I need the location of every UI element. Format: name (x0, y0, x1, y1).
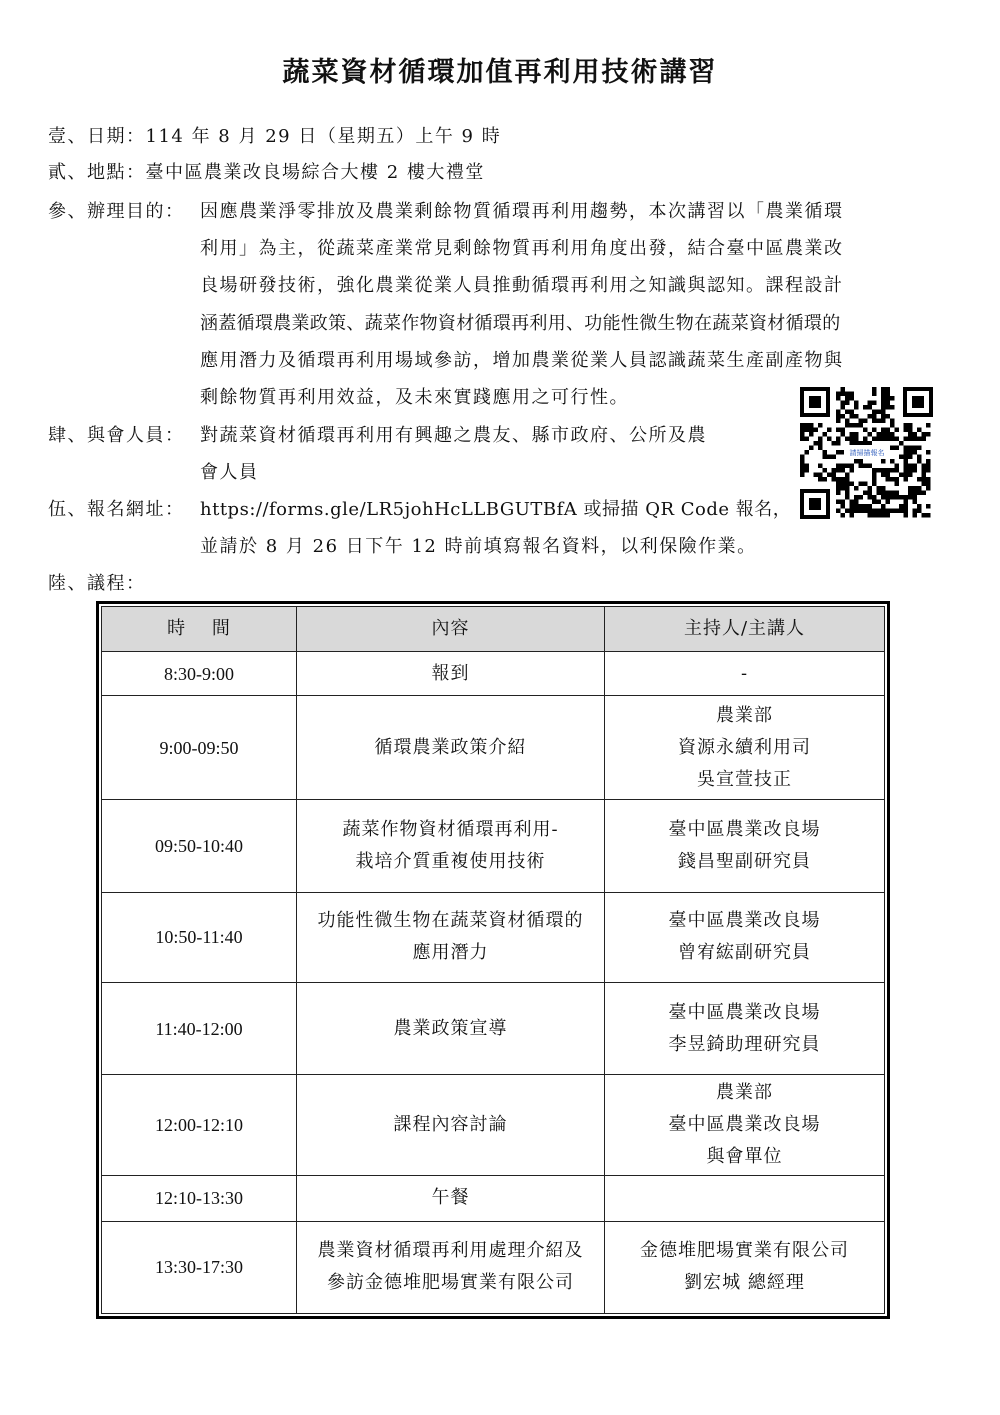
agenda-label: 陸、議程： (48, 573, 146, 594)
attendees-label: 肆、與會人員： (48, 425, 185, 446)
purpose-line-4: 涵蓋循環農業政策、蔬菜作物資材循環再利用、功能性微生物在蔬菜資材循環的 (200, 313, 841, 334)
qr-code-image[interactable] (798, 385, 935, 521)
agenda-content-line: 農業政策宣導 (393, 1017, 508, 1039)
agenda-speaker-line: 李昱錡助理研究員 (668, 1033, 821, 1055)
agenda-content (297, 696, 605, 800)
agenda-speaker (605, 982, 885, 1074)
agenda-speaker-line: 錢昌聖副研究員 (678, 851, 811, 873)
agenda-content (297, 982, 605, 1074)
place-label: 貳、地點： (48, 162, 146, 183)
date-line (48, 125, 501, 149)
agenda-content-line: 午餐 (431, 1187, 470, 1209)
agenda-row (102, 892, 885, 982)
date-text: 114 年 8 月 29 日（星期五）上午 9 時 (145, 126, 502, 147)
agenda-content-line: 報到 (431, 662, 470, 684)
agenda-content-line: 栽培介質重複使用技術 (355, 851, 546, 873)
agenda-content (297, 1221, 605, 1313)
purpose-line-1: 因應農業淨零排放及農業剩餘物質循環再利用趨勢，本次講習以「農業循環 (200, 201, 844, 222)
agenda-content (297, 800, 605, 892)
agenda-time: 9:00-09:50 (102, 696, 297, 800)
date-label: 壹、日期： (48, 126, 146, 147)
agenda-speaker (605, 1175, 885, 1221)
attendees-line-1: 對蔬菜資材循環再利用有興趣之農友、縣市政府、公所及農 (200, 425, 707, 446)
agenda-speaker-line: 劉宏城 總經理 (684, 1272, 805, 1294)
agenda-row (102, 1175, 885, 1221)
agenda-time: 12:00-12:10 (102, 1075, 297, 1175)
agenda-speaker-line: 吳宣萱技正 (697, 768, 792, 790)
agenda-time: 13:30-17:30 (102, 1221, 297, 1313)
agenda-time: 09:50-10:40 (102, 800, 297, 892)
signup-label: 伍、報名網址： (48, 499, 185, 520)
agenda-table (96, 601, 890, 1319)
agenda-speaker (605, 800, 885, 892)
agenda-speaker-line: 農業部 (716, 704, 773, 726)
agenda-speaker (605, 1221, 885, 1313)
agenda-speaker (605, 652, 885, 696)
agenda-speaker (605, 696, 885, 800)
agenda-speaker-line: 臺中區農業改良場 (668, 1001, 821, 1023)
signup-link[interactable]: https://forms.gle/LR5johHcLLBGUTBfA 或掃描 QR Code 報名， (200, 499, 792, 520)
agenda-content-line: 農業資材循環再利用處理介紹及 (317, 1240, 584, 1262)
agenda-row (102, 1075, 885, 1175)
page-title: 蔬菜資材循環加值再利用技術講習 (282, 57, 718, 88)
purpose-line-3: 良場研發技術，強化農業從業人員推動循環再利用之知識與認知。課程設計 (200, 275, 844, 296)
agenda-row (102, 982, 885, 1074)
agenda-content-line: 功能性微生物在蔬菜資材循環的 (317, 910, 584, 932)
purpose-label: 參、辦理目的： (48, 201, 185, 222)
purpose-line-6: 剩餘物質再利用效益，及未來實踐應用之可行性。 (200, 387, 629, 408)
agenda-row (102, 652, 885, 696)
header-content: 內容 (297, 607, 605, 652)
signup-deadline: 並請於 8 月 26 日下午 12 時前填寫報名資料，以利保險作業。 (200, 536, 757, 557)
agenda-row (102, 696, 885, 800)
qr-caption: 請掃描報名 (849, 449, 885, 457)
agenda-speaker-line: 臺中區農業改良場 (668, 910, 821, 932)
agenda-content (297, 892, 605, 982)
agenda-content-line: 參訪金德堆肥場實業有限公司 (327, 1272, 574, 1294)
agenda-time: 8:30-9:00 (102, 652, 297, 696)
agenda-header-row (102, 607, 885, 652)
agenda-speaker-line: 金德堆肥場實業有限公司 (640, 1240, 849, 1262)
agenda-content (297, 652, 605, 696)
agenda-time: 11:40-12:00 (102, 982, 297, 1074)
purpose-line-5: 應用潛力及循環再利用場域參訪，增加農業從業人員認識蔬菜生產副產物與 (200, 350, 844, 371)
agenda-speaker-line: 與會單位 (706, 1145, 783, 1167)
agenda-speaker-line: 臺中區農業改良場 (668, 819, 821, 841)
agenda-content-line: 蔬菜作物資材循環再利用- (342, 819, 559, 841)
agenda-speaker-line: - (740, 662, 749, 684)
attendees-line-2: 會人員 (200, 462, 259, 483)
agenda-speaker (605, 1075, 885, 1175)
place-line (48, 161, 485, 185)
agenda-time: 12:10-13:30 (102, 1175, 297, 1221)
agenda-row (102, 800, 885, 892)
agenda-content-line: 循環農業政策介紹 (374, 736, 527, 758)
agenda-content (297, 1075, 605, 1175)
agenda-content (297, 1175, 605, 1221)
place-text: 臺中區農業改良場綜合大樓 2 樓大禮堂 (145, 162, 485, 183)
agenda-content-line: 課程內容討論 (393, 1113, 508, 1135)
agenda-speaker-line: 曾宥綋副研究員 (678, 942, 811, 964)
agenda-time: 10:50-11:40 (102, 892, 297, 982)
header-speaker: 主持人/主講人 (605, 607, 885, 652)
purpose-line-2: 利用」為主，從蔬菜產業常見剩餘物質再利用角度出發，結合臺中區農業改 (200, 238, 844, 259)
agenda-speaker-line: 臺中區農業改良場 (668, 1113, 821, 1135)
agenda-content-line: 應用潛力 (412, 942, 489, 964)
agenda-speaker (605, 892, 885, 982)
agenda-speaker-line: 農業部 (716, 1081, 773, 1103)
header-time: 時 間 (102, 607, 297, 652)
agenda-speaker-line: 資源永續利用司 (678, 736, 811, 758)
agenda-row (102, 1221, 885, 1313)
